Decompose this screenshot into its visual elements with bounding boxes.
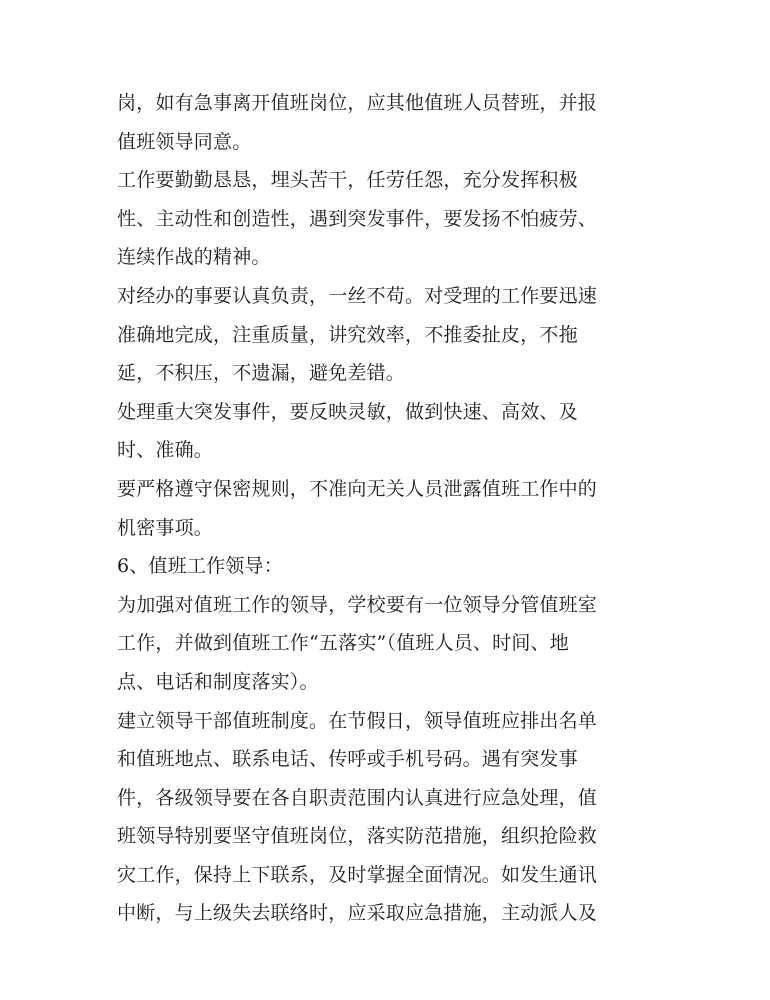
text-line: 延，不积压，不遗漏，避免差错。	[117, 362, 406, 385]
text-line: 为加强对值班工作的领导，学校要有一位领导分管值班室	[117, 593, 598, 616]
text-line: 值班领导同意。	[117, 130, 252, 153]
text-line: 性、主动性和创造性，遇到突发事件，要发扬不怕疲劳、	[117, 207, 598, 230]
text-line: 件，各级领导要在各自职责范围内认真进行应急处理，值	[117, 786, 598, 809]
text-line: 班领导特别要坚守值班岗位，落实防范措施，组织抢险救	[117, 825, 598, 848]
text-line: 点、电话和制度落实）。	[117, 670, 319, 693]
text-line: 对经办的事要认真负责，一丝不苟。对受理的工作要迅速	[117, 284, 598, 307]
text-line: 建立领导干部值班制度。在节假日，领导值班应排出名单	[117, 709, 598, 732]
text-line: 中断，与上级失去联络时，应采取应急措施，主动派人及	[117, 902, 598, 925]
text-line: 和值班地点、联系电话、传呼或手机号码。遇有突发事	[117, 748, 578, 771]
text-line: 灾工作，保持上下联系，及时掌握全面情况。如发生通讯	[117, 863, 598, 886]
section-heading: 6、值班工作领导：	[117, 555, 283, 578]
text-line: 处理重大突发事件，要反映灵敏，做到快速、高效、及	[117, 400, 578, 423]
text-line: 机密事项。	[117, 516, 214, 539]
document-body	[117, 84, 653, 933]
text-line: 要严格遵守保密规则，不准向无关人员泄露值班工作中的	[117, 477, 598, 500]
text-line: 准确地完成，注重质量，讲究效率，不推委扯皮，不拖	[117, 323, 578, 346]
text-line: 岗，如有急事离开值班岗位，应其他值班人员替班，并报	[117, 92, 598, 114]
text-line: 工作要勤勤恳恳，埋头苦干，任劳任怨，充分发挥积极	[117, 169, 578, 192]
text-line: 时、准确。	[117, 439, 214, 462]
text-line: 连续作战的精神。	[117, 246, 271, 269]
text-line: 工作，并做到值班工作“五落实”（值班人员、时间、地	[117, 632, 569, 655]
